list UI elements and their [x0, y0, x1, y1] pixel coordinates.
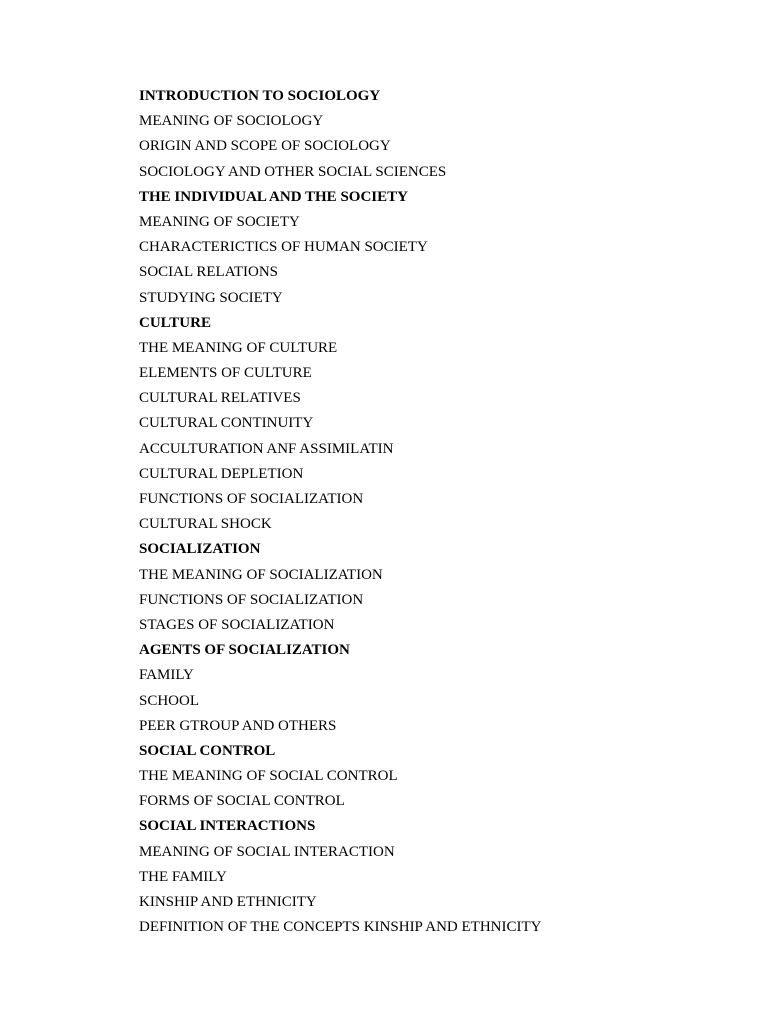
outline-item: KINSHIP AND ETHNICITY: [139, 894, 317, 910]
outline-item: ELEMENTS OF CULTURE: [139, 365, 312, 382]
outline-item: ACCULTURATION ANF ASSIMILATIN: [139, 440, 394, 457]
outline-item: THE MEANING OF CULTURE: [139, 339, 338, 356]
outline-item: SCHOOL: [139, 692, 200, 709]
outline-item: SOCIAL RELATIONS: [139, 264, 279, 281]
outline-item: CULTURAL SHOCK: [139, 516, 272, 533]
outline-item: STUDYING SOCIETY: [139, 289, 283, 306]
section-heading: AGENTS OF SOCIALIZATION: [139, 642, 350, 659]
outline-item: THE FAMILY: [139, 868, 227, 885]
outline-item: CULTURAL RELATIVES: [139, 390, 301, 407]
outline-item: FUNCTIONS OF SOCIALIZATION: [139, 491, 364, 507]
section-heading: SOCIALIZATION: [139, 541, 261, 558]
outline-item: STAGES OF SOCIALIZATION: [139, 616, 335, 633]
outline-item: MEANING OF SOCIAL INTERACTION: [139, 843, 395, 860]
outline-item: FORMS OF SOCIAL CONTROL: [139, 793, 345, 810]
outline-item: MEANING OF SOCIETY: [139, 213, 300, 230]
outline-item: ORIGIN AND SCOPE OF SOCIOLOGY: [139, 138, 391, 155]
outline-item: MEANING OF SOCIOLOGY: [139, 113, 324, 130]
outline-item: FAMILY: [139, 667, 194, 684]
section-heading: CULTURE: [139, 314, 211, 331]
outline-item: CULTURAL DEPLETION: [139, 465, 304, 482]
section-heading: INTRODUCTION TO SOCIOLOGY: [139, 88, 381, 104]
course-outline-list: [139, 84, 739, 940]
section-heading: SOCIAL INTERACTIONS: [139, 818, 316, 835]
section-heading: THE INDIVIDUAL AND THE SOCIETY: [139, 188, 408, 205]
section-heading: SOCIAL CONTROL: [139, 742, 276, 759]
outline-item: THE MEANING OF SOCIALIZATION: [139, 566, 383, 583]
outline-item: PEER GTROUP AND OTHERS: [139, 717, 337, 734]
outline-item: CHARACTERICTICS OF HUMAN SOCIETY: [139, 239, 428, 256]
outline-item: THE MEANING OF SOCIAL CONTROL: [139, 768, 398, 785]
outline-item: DEFINITION OF THE CONCEPTS KINSHIP AND ETHNICITY: [139, 919, 542, 936]
outline-item: FUNCTIONS OF SOCIALIZATION: [139, 591, 364, 608]
outline-item: CULTURAL CONTINUITY: [139, 415, 314, 432]
outline-item: SOCIOLOGY AND OTHER SOCIAL SCIENCES: [139, 163, 447, 180]
